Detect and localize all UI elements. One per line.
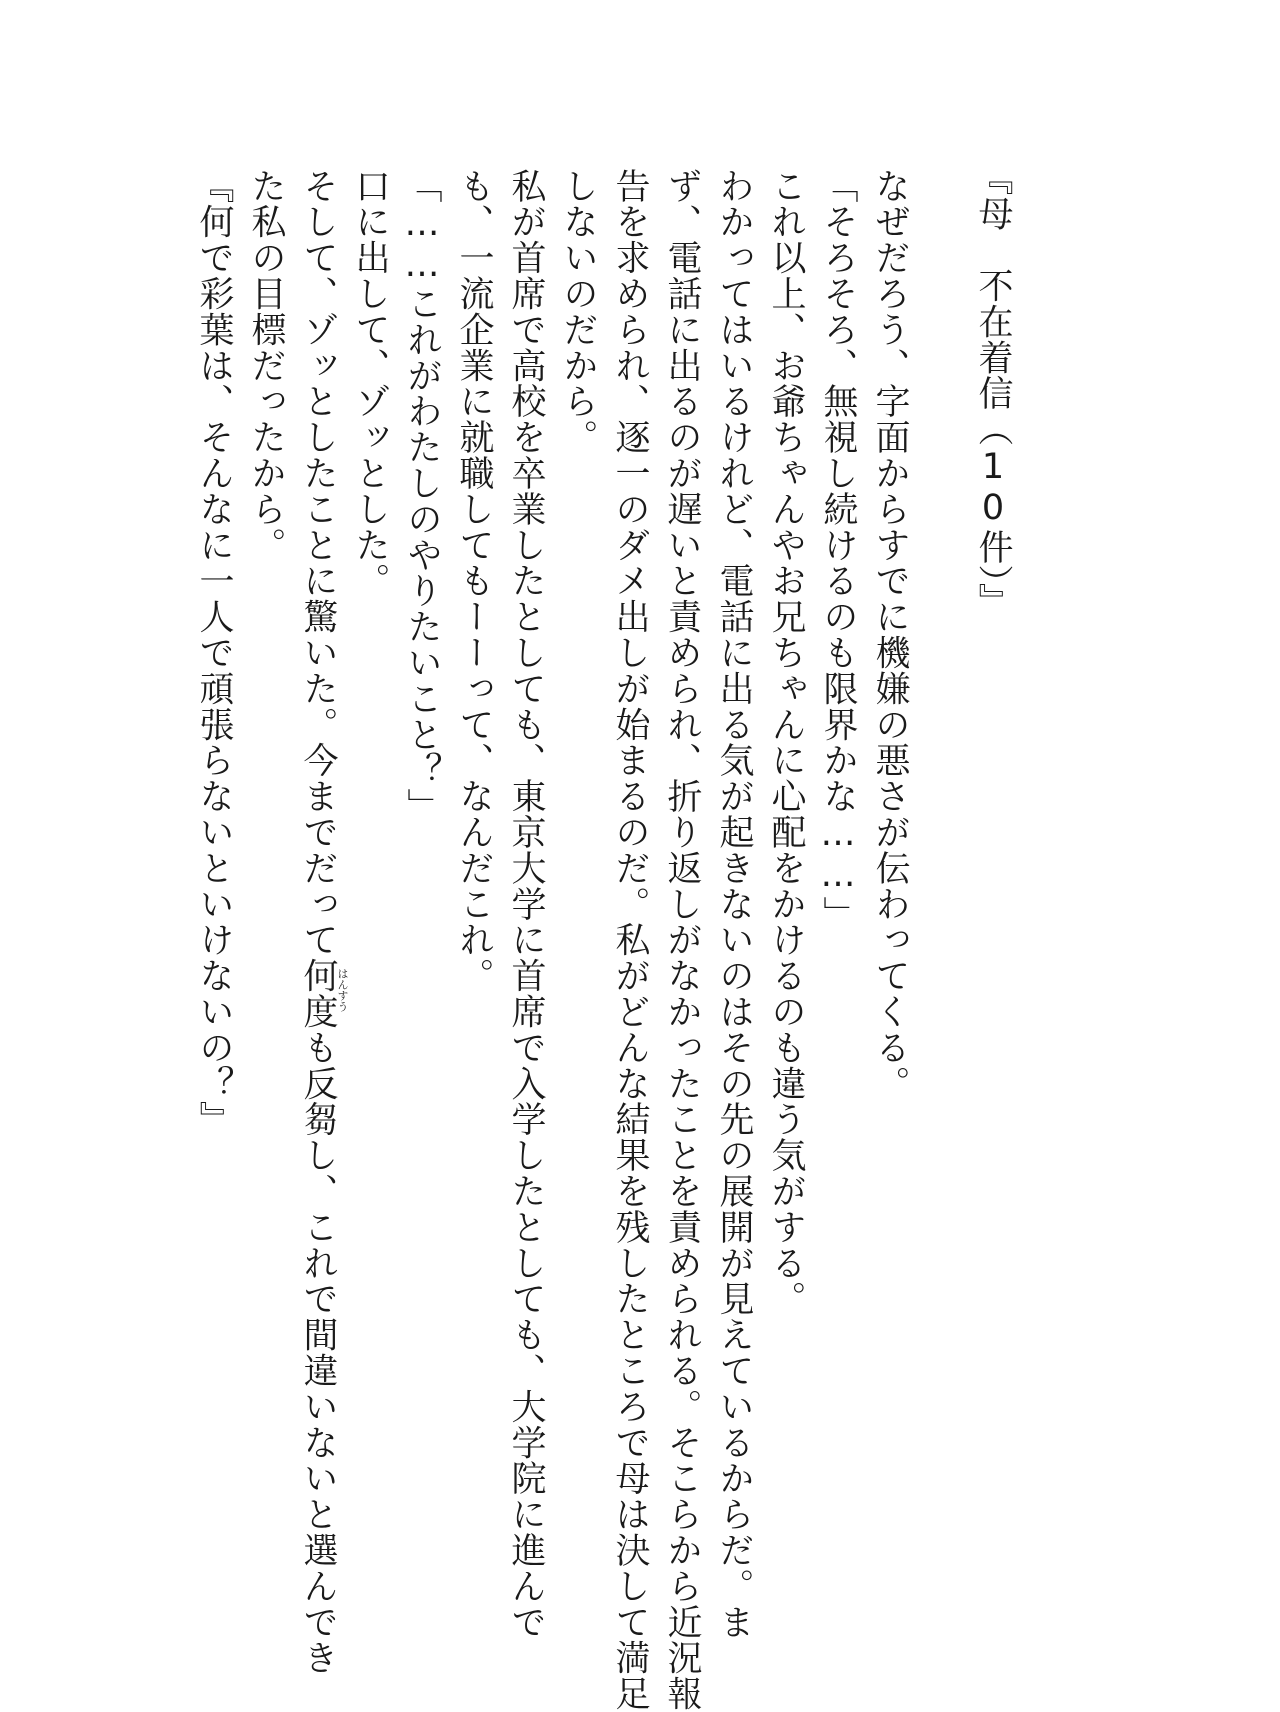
text-line-5: わかってはいるけれど、電話に出る気が起きないのはその先の展開が見えているからだ。ま	[714, 168, 754, 1640]
text-line-7: 告を求められ、逐一のダメ出しが始まるのだ。私がどんな結果を残したところで母は決して満足	[610, 168, 650, 1712]
text-line-9: 私が首席で高校を卒業したとしても、東京大学に首席で入学したとしても、大学院に進んで	[506, 168, 546, 1640]
text-line-2: なぜだろう、字面からすでに機嫌の悪さが伝わってくる。	[870, 168, 910, 1102]
text-line-6: ず、電話に出るのが遅いと責められ、折り返しがなかったことを責められる。そこらから近況報	[662, 168, 702, 1712]
text-line-12: 口に出して、ゾッとした。	[350, 168, 390, 599]
text-line-10: も、一流企業に就職してもーーって、なんだこれ。	[454, 168, 494, 994]
text-line-15: 『何で彩葉は、そんなに一人で頑張らないといけないの？』	[194, 168, 234, 1138]
text-line-8: しないのだから。	[558, 168, 598, 456]
text-line-13: そして、ゾッとしたことに驚いた。今までだって何度も反芻し、これで間違いないと選んでき	[298, 168, 338, 1676]
text-line-11: 「……これがわたしのやりたいこと？」	[402, 168, 442, 825]
ruby-annotation: はんすう	[336, 968, 349, 1012]
text-line-1: 『母 不在着信（10件）』	[973, 160, 1013, 620]
text-line-4: これ以上、お爺ちゃんやお兄ちゃんに心配をかけるのも違う気がする。	[766, 168, 806, 1317]
text-line-14: た私の目標だったから。	[246, 168, 286, 563]
text-line-3: 「そろそろ、無視し続けるのも限界かな……」	[818, 168, 858, 932]
